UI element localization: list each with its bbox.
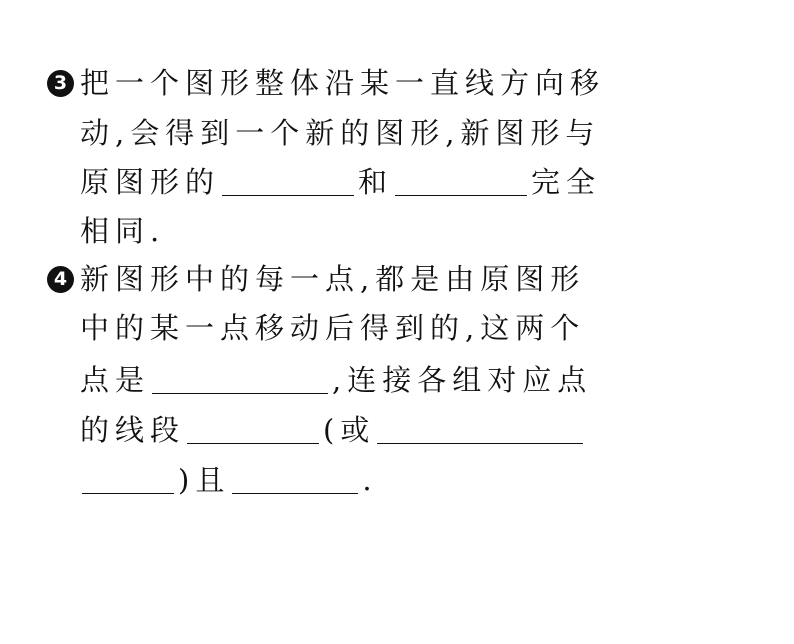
answer-blank-3a[interactable] [222,165,354,196]
item-3-line-2: 动,会得到一个新的图形,新图形与 [80,116,601,150]
item-3-text-segment: 完全 [531,165,602,199]
answer-blank-4d[interactable] [232,463,358,494]
item-number-4-badge: 4 [47,266,74,293]
answer-blank-4c-continued[interactable] [82,463,174,494]
answer-blank-3b[interactable] [395,165,527,196]
item-3-line-3 [80,162,601,202]
item-4-line-2: 中的某一点移动后得到的,这两个 [80,311,586,345]
item-4-line-3 [80,360,592,400]
answer-blank-4a[interactable] [152,363,328,394]
item-4-line-4 [80,410,587,450]
item-4-line-5 [80,460,378,500]
item-3-text-segment: 和 [358,165,394,199]
answer-blank-4b[interactable] [187,413,319,444]
item-3-line-4: 相同. [80,214,166,248]
item-4-text-segment: ,连接各组对应点 [332,363,593,397]
item-4-line-1: 新图形中的每一点,都是由原图形 [80,262,586,296]
item-3-line-1: 把一个图形整体沿某一直线方向移 [80,66,606,100]
item-number-3-badge: 3 [47,70,74,97]
item-4-text-segment: 点是 [80,363,151,397]
answer-blank-4c[interactable] [377,413,583,444]
item-3-text-segment: 原图形的 [80,165,221,199]
item-4-text-segment: 的线段 [80,413,186,447]
item-4-text-segment: . [362,463,378,497]
item-4-text-segment: )且 [178,463,231,497]
item-4-text-segment: (或 [323,413,376,447]
